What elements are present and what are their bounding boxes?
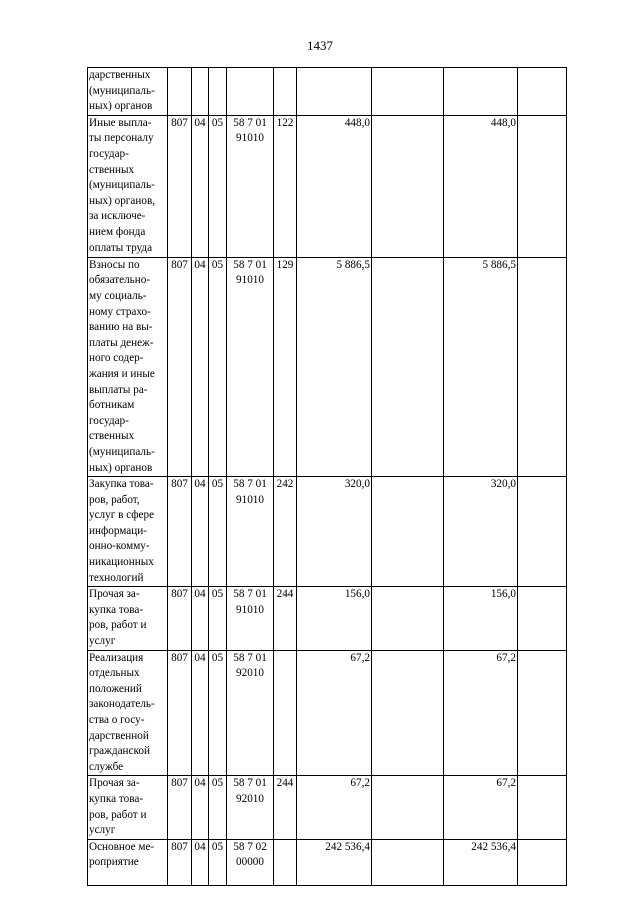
csr-code-cell: 58 7 01 91010 [227,115,274,257]
pr-code-cell: 05 [209,587,227,650]
csr-code-cell: 58 7 02 00000 [227,839,274,885]
rz-code-cell: 04 [192,477,209,587]
sum-cell-3: 5 886,5 [444,257,518,476]
rz-code-cell: 04 [192,587,209,650]
sum-cell-3: 242 536,4 [444,839,518,885]
csr-code-cell: 58 7 01 91010 [227,257,274,476]
sum-cell-3 [444,68,518,116]
row-name-cell: Закупка това- ров, работ, услуг в сфере информаци- онно-комму- никационных технологий [88,477,168,587]
ved-code-cell: 807 [168,115,192,257]
sum-cell-4 [518,776,567,839]
sum-cell-4 [518,257,567,476]
pr-code-cell: 05 [209,776,227,839]
ved-code-cell [168,68,192,116]
sum-cell-2 [372,650,444,776]
vr-code-cell: 129 [274,257,297,476]
pr-code-cell: 05 [209,839,227,885]
budget-table [87,67,567,886]
sum-cell-4 [518,839,567,885]
row-name-cell: Основное ме- роприятие [88,839,168,885]
vr-code-cell: 122 [274,115,297,257]
row-name-cell: дарственных (муниципаль- ных) органов [88,68,168,116]
table-row [88,650,567,776]
ved-code-cell: 807 [168,776,192,839]
rz-code-cell [192,68,209,116]
sum-cell-2 [372,587,444,650]
sum-cell-2 [372,776,444,839]
row-name-cell: Прочая за- купка това- ров, работ и услуг [88,776,168,839]
csr-code-cell [227,68,274,116]
ved-code-cell: 807 [168,650,192,776]
vr-code-cell: 242 [274,477,297,587]
sum-cell-2 [372,257,444,476]
vr-code-cell [274,68,297,116]
rz-code-cell: 04 [192,257,209,476]
sum-cell-3: 67,2 [444,776,518,839]
csr-code-cell: 58 7 01 92010 [227,776,274,839]
sum-cell-3: 156,0 [444,587,518,650]
sum-cell-3: 448,0 [444,115,518,257]
pr-code-cell: 05 [209,115,227,257]
sum-cell-1: 5 886,5 [297,257,372,476]
sum-cell-4 [518,115,567,257]
sum-cell-2 [372,477,444,587]
sum-cell-1: 67,2 [297,650,372,776]
sum-cell-4 [518,587,567,650]
sum-cell-2 [372,839,444,885]
vr-code-cell [274,650,297,776]
table-row [88,776,567,839]
sum-cell-4 [518,477,567,587]
pr-code-cell [209,68,227,116]
sum-cell-1: 242 536,4 [297,839,372,885]
table-row [88,839,567,885]
sum-cell-1: 448,0 [297,115,372,257]
sum-cell-4 [518,650,567,776]
rz-code-cell: 04 [192,115,209,257]
vr-code-cell [274,839,297,885]
sum-cell-4 [518,68,567,116]
table-row [88,477,567,587]
sum-cell-1 [297,68,372,116]
row-name-cell: Реализация отдельных положений законодатель- ства о госу- дарственной гражданской службе [88,650,168,776]
sum-cell-1: 320,0 [297,477,372,587]
sum-cell-1: 156,0 [297,587,372,650]
row-name-cell: Взносы по обязательно- му социаль- ному страхо- ванию на вы- платы денеж- ного содер- жания и иные выплаты ра- ботникам государ- ственных (муниципаль- ных) органов [88,257,168,476]
sum-cell-3: 320,0 [444,477,518,587]
sum-cell-2 [372,68,444,116]
table-row [88,68,567,116]
table-row [88,587,567,650]
csr-code-cell: 58 7 01 91010 [227,477,274,587]
ved-code-cell: 807 [168,477,192,587]
rz-code-cell: 04 [192,650,209,776]
csr-code-cell: 58 7 01 91010 [227,587,274,650]
sum-cell-3: 67,2 [444,650,518,776]
rz-code-cell: 04 [192,776,209,839]
pr-code-cell: 05 [209,257,227,476]
rz-code-cell: 04 [192,839,209,885]
page-number: 1437 [307,38,333,53]
sum-cell-1: 67,2 [297,776,372,839]
csr-code-cell: 58 7 01 92010 [227,650,274,776]
vr-code-cell: 244 [274,587,297,650]
row-name-cell: Иные выпла- ты персоналу государ- ственных (муниципаль- ных) органов, за исключе- нием фонда оплаты труда [88,115,168,257]
sum-cell-2 [372,115,444,257]
pr-code-cell: 05 [209,477,227,587]
vr-code-cell: 244 [274,776,297,839]
row-name-cell: Прочая за- купка това- ров, работ и услуг [88,587,168,650]
table-row [88,115,567,257]
ved-code-cell: 807 [168,839,192,885]
ved-code-cell: 807 [168,587,192,650]
table-row [88,257,567,476]
ved-code-cell: 807 [168,257,192,476]
pr-code-cell: 05 [209,650,227,776]
